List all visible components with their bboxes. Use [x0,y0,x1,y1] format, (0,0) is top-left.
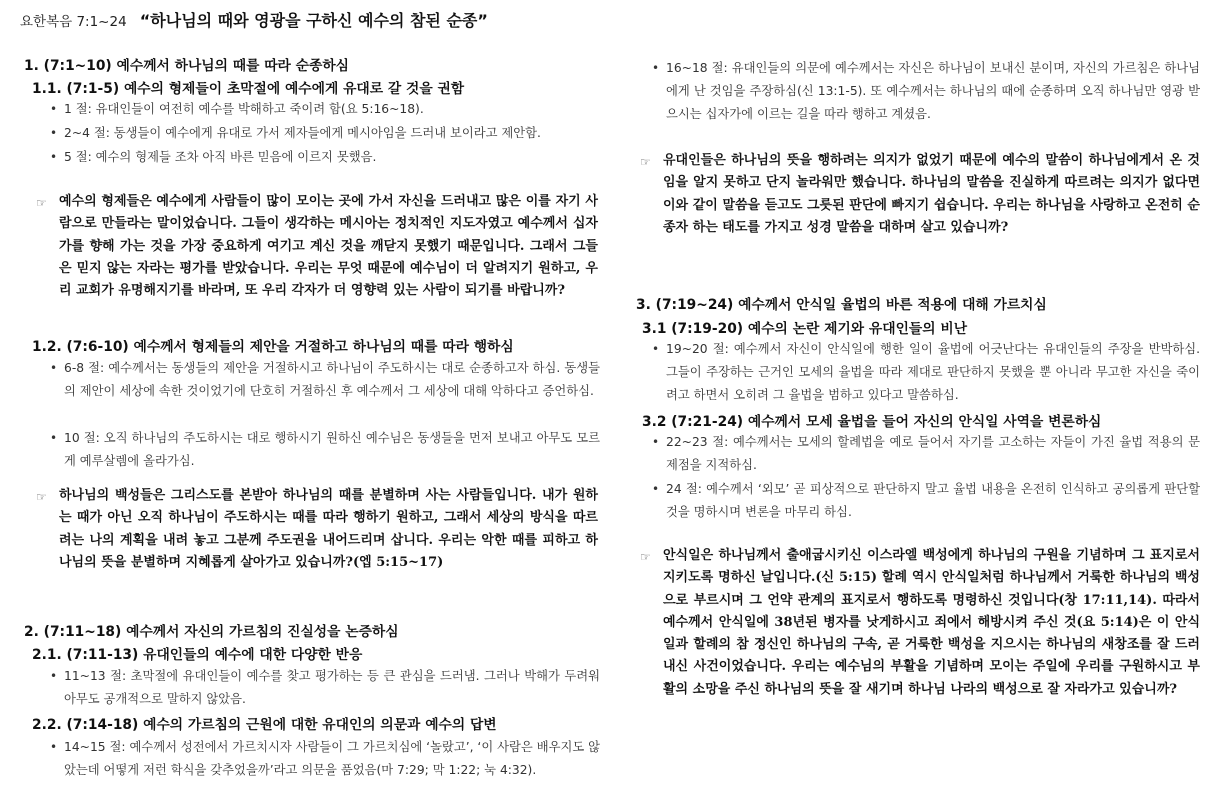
list-item: • 2~4 절: 동생들이 예수에게 유대로 가서 제자들에게 메시아임을 드러내 보이라고 제안함. [50,122,600,145]
section-1-1-title: 1.1. (7:1-5) 예수의 형제들이 초막절에 예수에게 유대로 갈 것을 권함 [32,81,465,97]
scripture-reference: 요한복음 7:1~24 [20,14,127,30]
reflection-note [36,191,598,302]
pointing-hand-icon: ☞ [36,490,47,504]
reflection-text: 예수의 형제들은 예수에게 사람들이 많이 모이는 곳에 가서 자신을 드러내고 많은 이를 자기 사람으로 만들라는 말이었습니다. 그들이 생각하는 메시아는 정치적인 지도자였고 예수께서 십자가를 향해 가는 것을 가장 중요하게 여기고 계신 것을 깨닫지 못했기 때문입니다. 그래서 그들은 믿지 않는 자라는 평가를 받았습니다. 우리는 무엇 때문에 예수님이 더 알려지기 원하고, 우리 교회가 유명해지기를 바라며, 또 우리 각자가 더 영향력 있는 사람이 되기를 바랍니까? [59,194,598,299]
list-item: • 16~18 절: 유대인들의 의문에 예수께서는 자신은 하나님이 보내신 분이며, 자신의 가르침은 하나님에게 난 것임을 주장하심(신 13:1-5). 또 예수께서는 하나님의 때에 순종하며 오직 하나님만 영광 받으시는 십자가에 이르는 길을 따라 행하고 계셨음. [652,57,1200,126]
list-item: • 1 절: 유대인들이 여전히 예수를 박해하고 죽이려 함(요 5:16~18). [50,98,600,121]
page-header [20,8,488,31]
reflection-note [640,150,1200,239]
reflection-text: 유대인들은 하나님의 뜻을 행하려는 의지가 없었기 때문에 예수의 말씀이 하나님에게서 온 것임을 알지 못하고 단지 놀라워만 했습니다. 하나님의 말씀을 진실하게 따르려는 의지가 없다면 이와 같이 말씀을 듣고도 그릇된 판단에 빠지기 쉽습니다. 우리는 하나님을 사랑하고 온전히 순종자 하는 태도를 가지고 성경 말씀을 대하며 살고 있습니까? [663,153,1200,235]
list-item: • 14~15 절: 예수께서 성전에서 가르치시자 사람들이 그 가르치심에 ‘놀랐고’, ‘이 사람은 배우지도 않았는데 어떻게 저런 학식을 갖추었을까’라고 의문을 품었음(마 7:29; 막 1:22; 눅 4:32). [50,736,600,782]
reflection-note [36,485,598,574]
pointing-hand-icon: ☞ [640,155,651,169]
section-3-1-title: 3.1 (7:19-20) 예수의 논란 제기와 유대인들의 비난 [642,321,968,337]
section-1-title: 1. (7:1~10) 예수께서 하나님의 때를 따라 순종하심 [24,58,349,74]
reflection-text: 하나님의 백성들은 그리스도를 본받아 하나님의 때를 분별하며 사는 사람들입니다. 내가 원하는 때가 아닌 오직 하나님이 주도하시는 때를 따라 행하기 원하고, 그래서 세상의 방식을 따르려는 나의 계획을 내려 놓고 그분께 주도권을 내어드리며 삽니다. 우리는 악한 때를 피하고 하나님의 뜻을 분별하며 지혜롭게 살아가고 있습니까?(엡 5:15~17) [59,488,598,570]
section-2-1-title: 2.1. (7:11-13) 유대인들의 예수에 대한 다양한 반응 [32,647,363,663]
section-1-2-title: 1.2. (7:6-10) 예수께서 형제들의 제안을 거절하고 하나님의 때를 따라 행하심 [32,339,514,355]
pointing-hand-icon: ☞ [640,550,651,564]
section-2-2-title: 2.2. (7:14-18) 예수의 가르침의 근원에 대한 유대인의 의문과 예수의 답변 [32,717,497,733]
list-item: • 24 절: 예수께서 ‘외모’ 곧 피상적으로 판단하지 말고 율법 내용을 온전히 인식하고 공의롭게 판단할 것을 명하시며 변론을 마무리 하심. [652,478,1200,524]
list-item: • 10 절: 오직 하나님의 주도하시는 대로 행하시기 원하신 예수님은 동생들을 먼저 보내고 아무도 모르게 예루살렘에 올라가심. [50,427,600,473]
section-3-2-title: 3.2 (7:21-24) 예수께서 모세 율법을 들어 자신의 안식일 사역을 변론하심 [642,414,1102,430]
reflection-text: 안식일은 하나님께서 출애굽시키신 이스라엘 백성에게 하나님의 구원을 기념하며 그 표지로서 지키도록 명하신 날입니다.(신 5:15) 할례 역시 안식일처럼 하나님께서 거룩한 하나님의 백성으로 부르시며 그 언약 관계의 표지로서 행하도록 명령하신 것입니다(창 17:11,14). 따라서 예수께서 안식일에 38년된 병자를 낫게하시고 죄에서 해방시켜 주신 것(요 5:14)은 이 안식일과 할례의 참 정신인 하나님의 구속, 곧 거룩한 백성을 지으시는 하나님의 새창조를 잘 드러내신 사건이었습니다. 우리는 예수님의 부활을 기념하며 모이는 주일에 우리를 구원하시고 부활의 소망을 주신 하나님의 뜻을 잘 새기며 하나님 나라의 백성으로 잘 자라가고 있습니까? [663,548,1200,697]
list-item: • 6-8 절: 예수께서는 동생들의 제안을 거절하시고 하나님이 주도하시는 대로 순종하고자 하심. 동생들의 제안이 세상에 속한 것이었기에 단호히 거절하신 후 예수께서 그 세상에 대해 악하다고 증언하심. [50,357,600,403]
list-item: • 22~23 절: 예수께서는 모세의 할례법을 예로 들어서 자기를 고소하는 자들이 가진 율법 적용의 문제점을 지적하심. [652,431,1200,477]
pointing-hand-icon: ☞ [36,196,47,210]
list-item: • 5 절: 예수의 형제들 조차 아직 바른 믿음에 이르지 못했음. [50,146,600,169]
section-2-title: 2. (7:11~18) 예수께서 자신의 가르침의 진실성을 논증하심 [24,624,399,640]
list-item: • 11~13 절: 초막절에 유대인들이 예수를 찾고 평가하는 등 큰 관심을 드러냄. 그러나 박해가 두려워 아무도 공개적으로 말하지 않았음. [50,665,600,711]
list-item: • 19~20 절: 예수께서 자신이 안식일에 행한 일이 율법에 어긋난다는 유대인들의 주장을 반박하심. 그들이 주장하는 근거인 모세의 율법을 따라 제대로 판단하지 못했을 뿐 아니라 무고한 자신을 죽이려고 하면서 오히려 그 율법을 범하고 있다고 말씀하심. [652,338,1200,407]
reflection-note [640,545,1200,701]
section-3-title: 3. (7:19~24) 예수께서 안식일 율법의 바른 적용에 대해 가르치심 [636,297,1047,313]
page-title: “하나님의 때와 영광을 구하신 예수의 참된 순종” [139,11,488,30]
